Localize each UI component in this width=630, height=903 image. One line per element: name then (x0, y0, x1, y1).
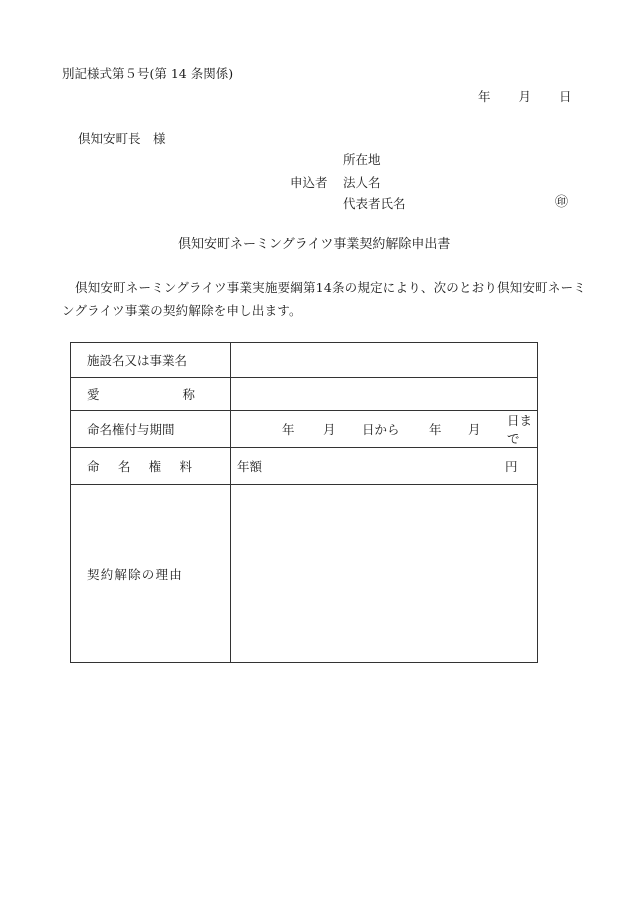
nickname-label-a: 愛 (87, 387, 100, 402)
period-label: 命名権付与期間 (71, 411, 231, 448)
period-year-1: 年 (282, 422, 295, 437)
reason-label: 契約解除の理由 (71, 485, 231, 663)
row-period (71, 411, 538, 448)
date-day: 日 (559, 89, 572, 104)
body-text: 倶知安町ネーミングライツ事業実施要綱第14条の規定により、次のとおり倶知安町ネーミングライツ事業の契約解除を申し出ます。 (62, 280, 586, 318)
row-reason (71, 485, 538, 663)
fee-annual-label: 年額 (237, 459, 263, 474)
applicant-address-label: 所在地 (343, 152, 381, 167)
row-nickname (71, 378, 538, 411)
period-day-until: 日まで (507, 413, 533, 446)
nickname-field[interactable] (231, 378, 538, 411)
seal-mark: ㊞ (555, 195, 569, 210)
applicant-representative-label: 代表者氏名 (343, 196, 406, 211)
addressee: 倶知安町長 様 (78, 131, 166, 146)
fee-label-a: 命 (87, 459, 100, 474)
form-number: 別記様式第５号(第 14 条関係) (62, 66, 234, 81)
fee-label-cell (71, 448, 231, 485)
period-year-2: 年 (429, 422, 442, 437)
period-day-from: 日から (362, 422, 400, 437)
nickname-label-b: 称 (182, 387, 195, 402)
date-month: 月 (518, 89, 532, 104)
row-facility (71, 343, 538, 378)
period-field[interactable] (231, 411, 538, 448)
reason-field[interactable] (231, 485, 538, 663)
facility-field[interactable] (231, 343, 538, 378)
applicant-label: 申込者 (290, 175, 328, 190)
fee-label-d: 料 (179, 459, 192, 474)
row-fee (71, 448, 538, 485)
fee-field[interactable] (231, 448, 538, 485)
facility-label: 施設名又は事業名 (71, 343, 231, 378)
period-month-1: 月 (323, 422, 336, 437)
date-year: 年 (478, 89, 491, 104)
period-month-2: 月 (468, 422, 481, 437)
date-line (478, 91, 572, 104)
nickname-label-cell (71, 378, 231, 411)
applicant-corp-name-label: 法人名 (343, 175, 381, 190)
form-table (70, 342, 538, 663)
fee-unit: 円 (505, 459, 518, 474)
fee-label-c: 権 (148, 459, 162, 474)
fee-label-b: 名 (117, 459, 131, 474)
document-title: 倶知安町ネーミングライツ事業契約解除申出書 (178, 237, 451, 252)
